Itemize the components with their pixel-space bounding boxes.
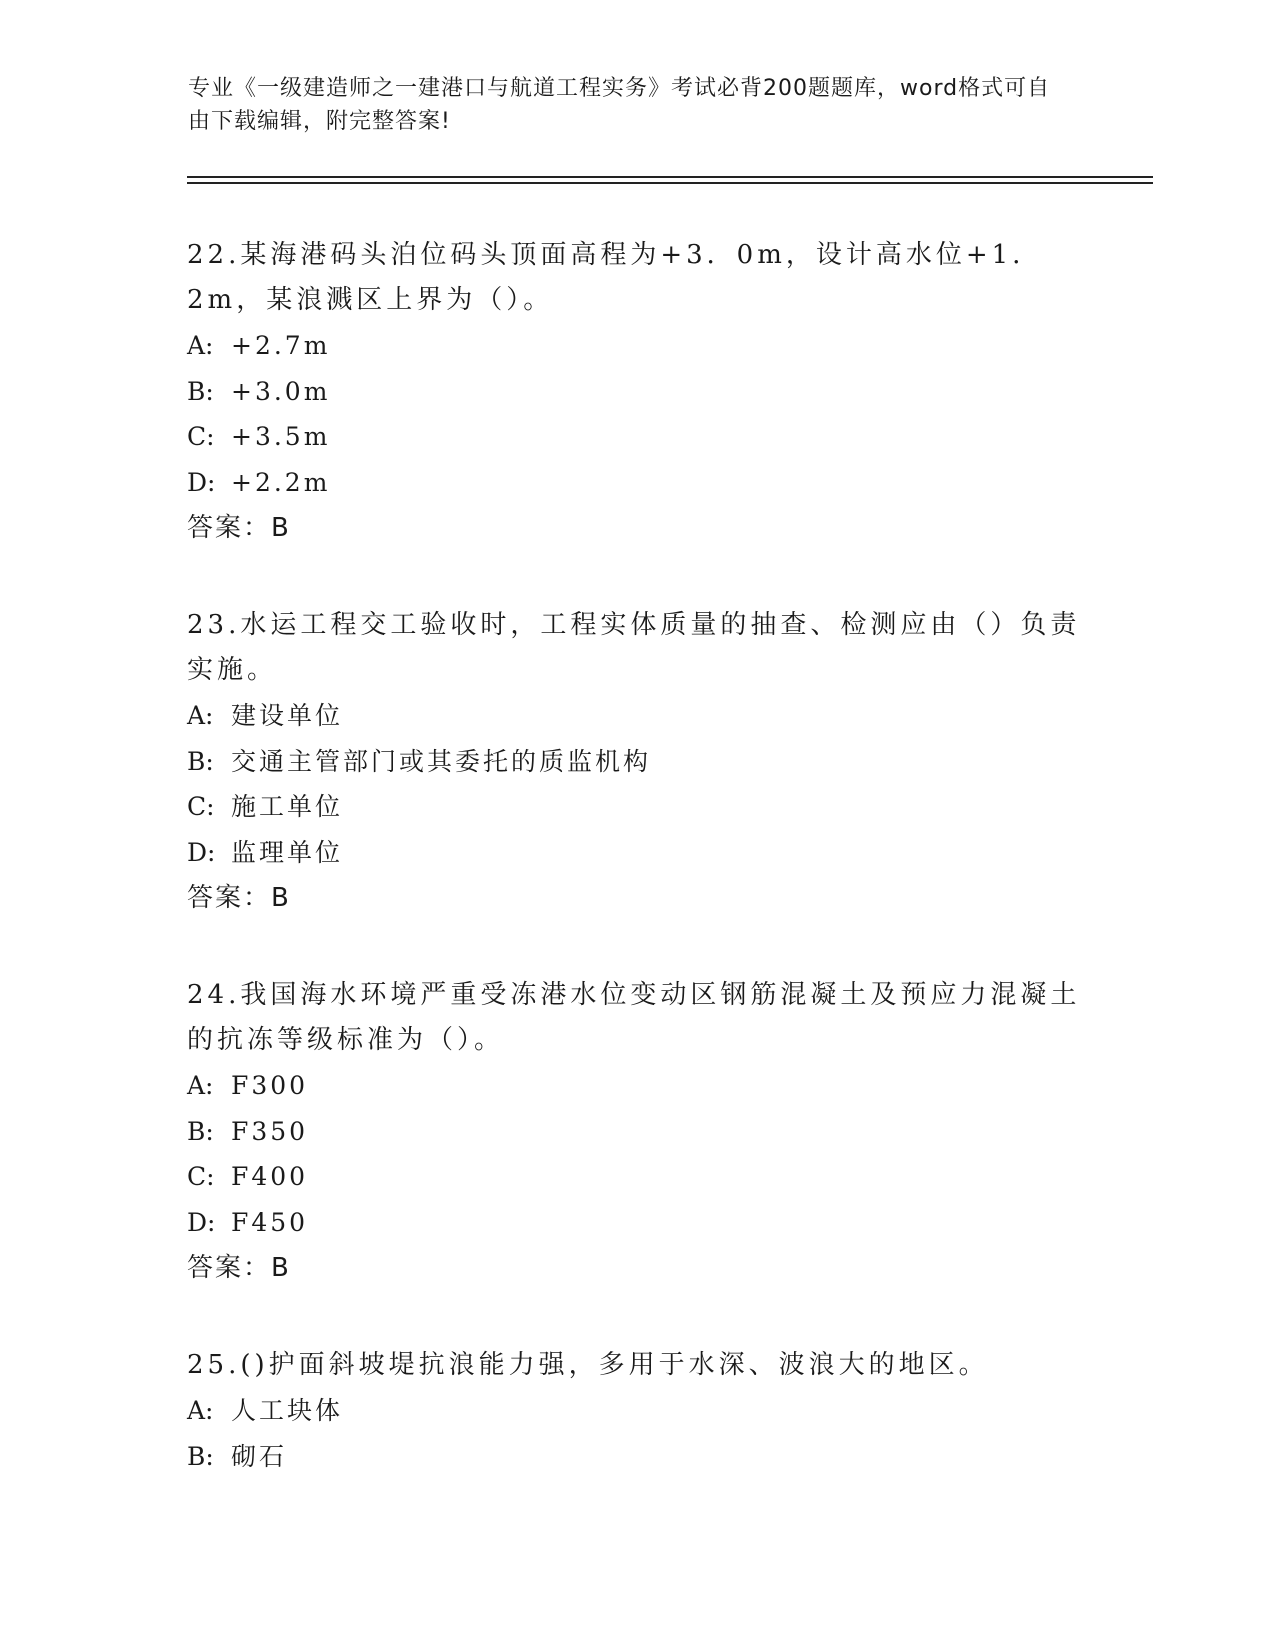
option-value: F350: [231, 1116, 309, 1146]
option-value: F300: [231, 1071, 309, 1100]
question-text: 25.()护面斜坡堤抗浪能力强，多用于水深、波浪大的地区。: [187, 1350, 989, 1380]
question-24: [187, 973, 1087, 1291]
option-key: B:: [187, 746, 214, 776]
option-value: 人工块体: [231, 1396, 344, 1425]
option-value: +3.0m: [231, 376, 331, 406]
question-text: 24.我国海水环境严重受冻港水位变动区钢筋混凝土及预应力混凝土的抗冻等级标准为（）。: [187, 980, 1081, 1055]
question-25: [187, 1343, 1087, 1479]
option-d: [187, 1200, 1087, 1246]
question-list: [187, 233, 1087, 1531]
header-rule-top: [187, 176, 1153, 178]
question-23: [187, 603, 1087, 921]
option-key: A:: [187, 1071, 214, 1100]
option-value: 砌石: [231, 1441, 288, 1471]
option-value: +3.5m: [231, 422, 331, 451]
document-header: 专业《一级建造师之一建港口与航道工程实务》考试必背200题题库，word格式可自由下载编辑，附完整答案!: [188, 76, 1051, 134]
option-a: [187, 323, 1087, 369]
option-b: [187, 739, 1087, 785]
option-key: B:: [187, 376, 214, 406]
option-key: D:: [187, 1207, 216, 1237]
option-key: A:: [187, 701, 214, 730]
option-a: [187, 1388, 1087, 1434]
option-value: F450: [231, 1207, 309, 1237]
option-key: B:: [187, 1116, 214, 1146]
option-c: [187, 784, 1087, 830]
option-key: C:: [187, 792, 215, 821]
option-value: 监理单位: [231, 837, 344, 867]
option-value: F400: [231, 1162, 309, 1191]
option-b: [187, 369, 1087, 415]
option-key: C:: [187, 422, 215, 451]
question-text: 22.某海港码头泊位码头顶面高程为+3．0m，设计高水位+1．2m，某浪溅区上界为（）。: [187, 240, 1043, 315]
option-key: C:: [187, 1162, 215, 1191]
option-d: [187, 460, 1087, 506]
answer-line: 答案：B: [187, 513, 291, 543]
answer-line: 答案：B: [187, 1253, 291, 1283]
header-rule-bottom: [187, 182, 1153, 184]
option-a: [187, 693, 1087, 739]
option-b: [187, 1434, 1087, 1480]
option-c: [187, 414, 1087, 460]
option-key: D:: [187, 837, 216, 867]
option-value: +2.7m: [231, 331, 331, 360]
option-d: [187, 830, 1087, 876]
option-b: [187, 1109, 1087, 1155]
answer-line: 答案：B: [187, 883, 291, 913]
option-c: [187, 1154, 1087, 1200]
option-key: A:: [187, 331, 214, 360]
option-value: 施工单位: [231, 792, 344, 821]
option-key: A:: [187, 1396, 214, 1425]
option-key: B:: [187, 1441, 214, 1471]
question-text: 23.水运工程交工验收时，工程实体质量的抽查、检测应由（）负责实施。: [187, 610, 1081, 685]
option-value: 建设单位: [231, 701, 344, 730]
option-value: 交通主管部门或其委托的质监机构: [231, 746, 652, 776]
option-key: D:: [187, 467, 216, 497]
question-22: [187, 233, 1087, 551]
option-value: +2.2m: [231, 467, 331, 497]
option-a: [187, 1063, 1087, 1109]
